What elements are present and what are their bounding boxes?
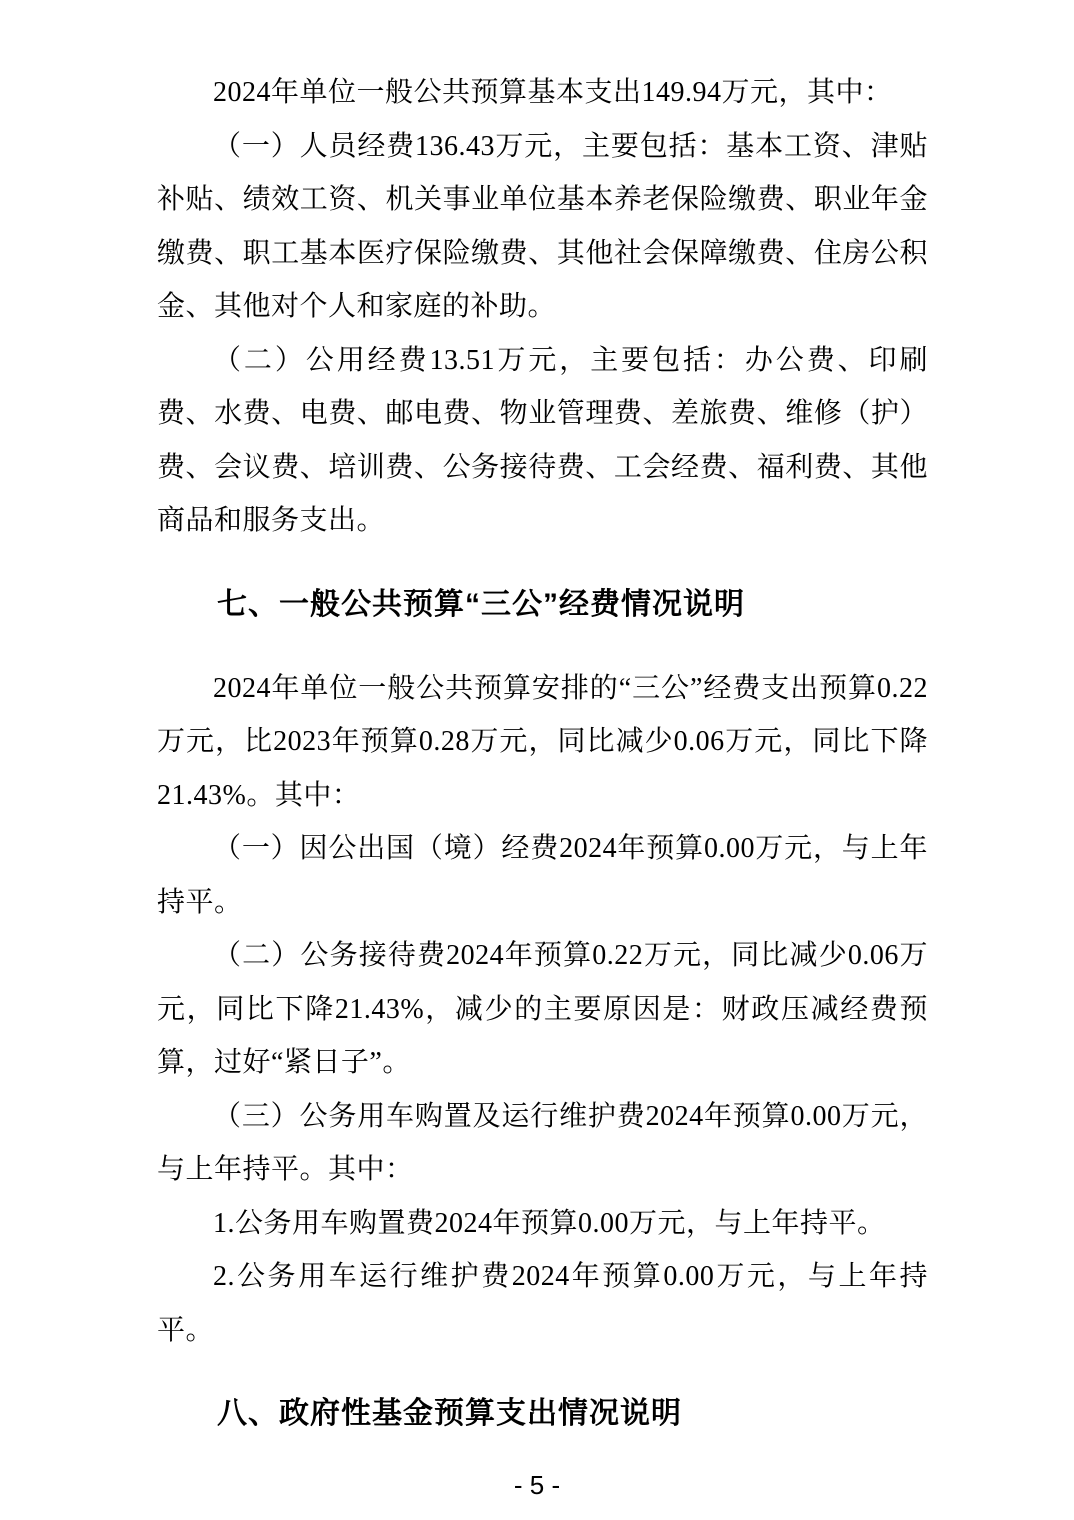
para-vehicle-purchase-funds: 1.公务用车购置费2024年预算0.00万元，与上年持平。 <box>213 1207 886 1239</box>
heading-section-eight-gov-fund-budget: 八、政府性基金预算支出情况说明 <box>217 1397 682 1430</box>
para-overseas-trip-funds: （一）因公出国（境）经费2024年预算0.00万元，与上年持平。 <box>157 833 928 918</box>
para-personnel-funds: （一）人员经费136.43万元，主要包括：基本工资、津贴补贴、绩效工资、机关事业单位基本养老保险缴费、职业年金缴费、职工基本医疗保险缴费、其他社会保障缴费、住房公积金、其他对个人和家庭的补助。 <box>157 130 928 322</box>
document-body <box>157 66 928 1471</box>
para-public-operating-funds: （二）公用经费13.51万元，主要包括：办公费、印刷费、水费、电费、邮电费、物业管理费、差旅费、维修（护）费、会议费、培训费、公务接待费、工会经费、福利费、其他商品和服务支出。 <box>157 344 928 536</box>
para-official-vehicle-total: （三）公务用车购置及运行维护费2024年预算0.00万元，与上年持平。其中： <box>157 1100 928 1185</box>
para-three-public-overview: 2024年单位一般公共预算安排的“三公”经费支出预算0.22万元，比2023年预算0.28万元，同比减少0.06万元，同比下降21.43%。其中： <box>157 672 928 811</box>
heading-section-seven-three-public-funds: 七、一般公共预算“三公”经费情况说明 <box>217 587 745 621</box>
page-number: - 5 - <box>513 1470 561 1500</box>
para-official-reception-funds: （二）公务接待费2024年预算0.22万元，同比减少0.06万元，同比下降21.43%，减少的主要原因是：财政压减经费预算，过好“紧日子”。 <box>157 940 928 1078</box>
para-vehicle-maintenance-funds: 2.公务用车运行维护费2024年预算0.00万元，与上年持平。 <box>157 1261 928 1346</box>
para-basic-expenditure-total: 2024年单位一般公共预算基本支出149.94万元，其中： <box>213 77 893 108</box>
